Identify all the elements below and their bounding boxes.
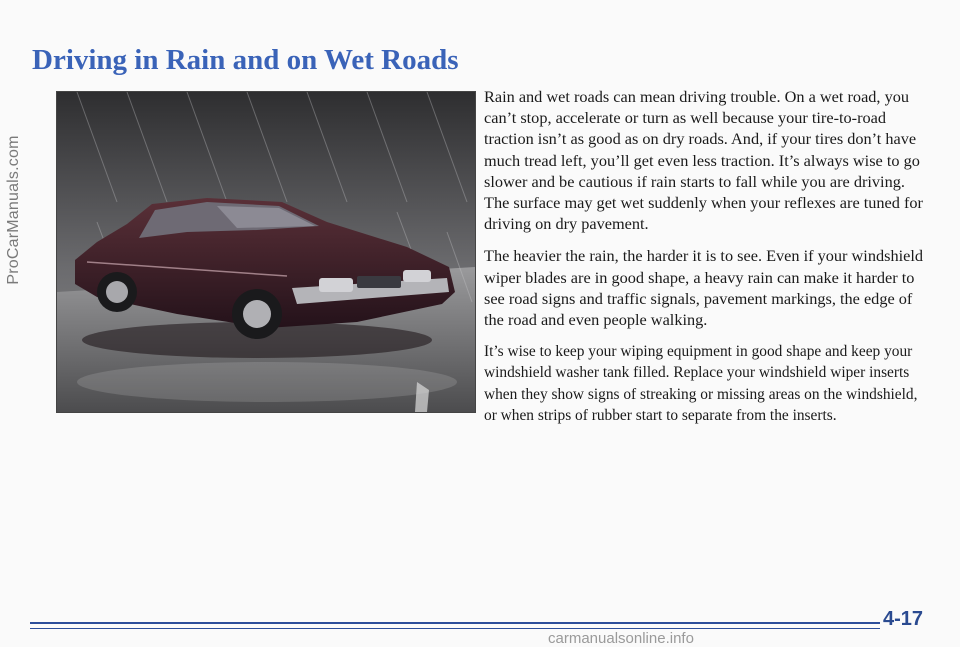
footer-watermark: carmanualsonline.info: [548, 630, 694, 647]
footer-rule-thick: [30, 622, 925, 624]
paragraph-visibility: The heavier the rain, the harder it is to see. Even if your windshield wiper blades are in good shape, a heavy rain can make it harder to see road signs and traffic signals, pavement markings, the edge of the road and even people walking.: [484, 246, 923, 330]
car-photo-illustration: [57, 92, 475, 412]
page-title: Driving in Rain and on Wet Roads: [32, 44, 459, 76]
car-in-rain-photo: [56, 91, 476, 413]
page-number: 4-17: [880, 608, 926, 631]
body-text: [484, 86, 932, 437]
paragraph-wipers: It’s wise to keep your wiping equipment in good shape and keep your windshield washer tank filled. Replace your windshield wiper inserts when they show signs of streaking or missing areas on the windshield, or when strips of rubber start to separate from the inserts.: [484, 343, 918, 424]
side-watermark: ProCarManuals.com: [5, 135, 22, 285]
paragraph-traction: Rain and wet roads can mean driving trouble. On a wet road, you can’t stop, accelerate or turn as well because your tire-to-road traction isn’t as good as on dry roads. And, if your tires don’t have much tread left, you’ll get even less traction. It’s always wise to go slower and be cautious if rain starts to fall while you are driving. The surface may get wet suddenly when your reflexes are tuned for driving on dry pavement.: [484, 87, 923, 234]
footer-rule-thin: [30, 628, 925, 629]
